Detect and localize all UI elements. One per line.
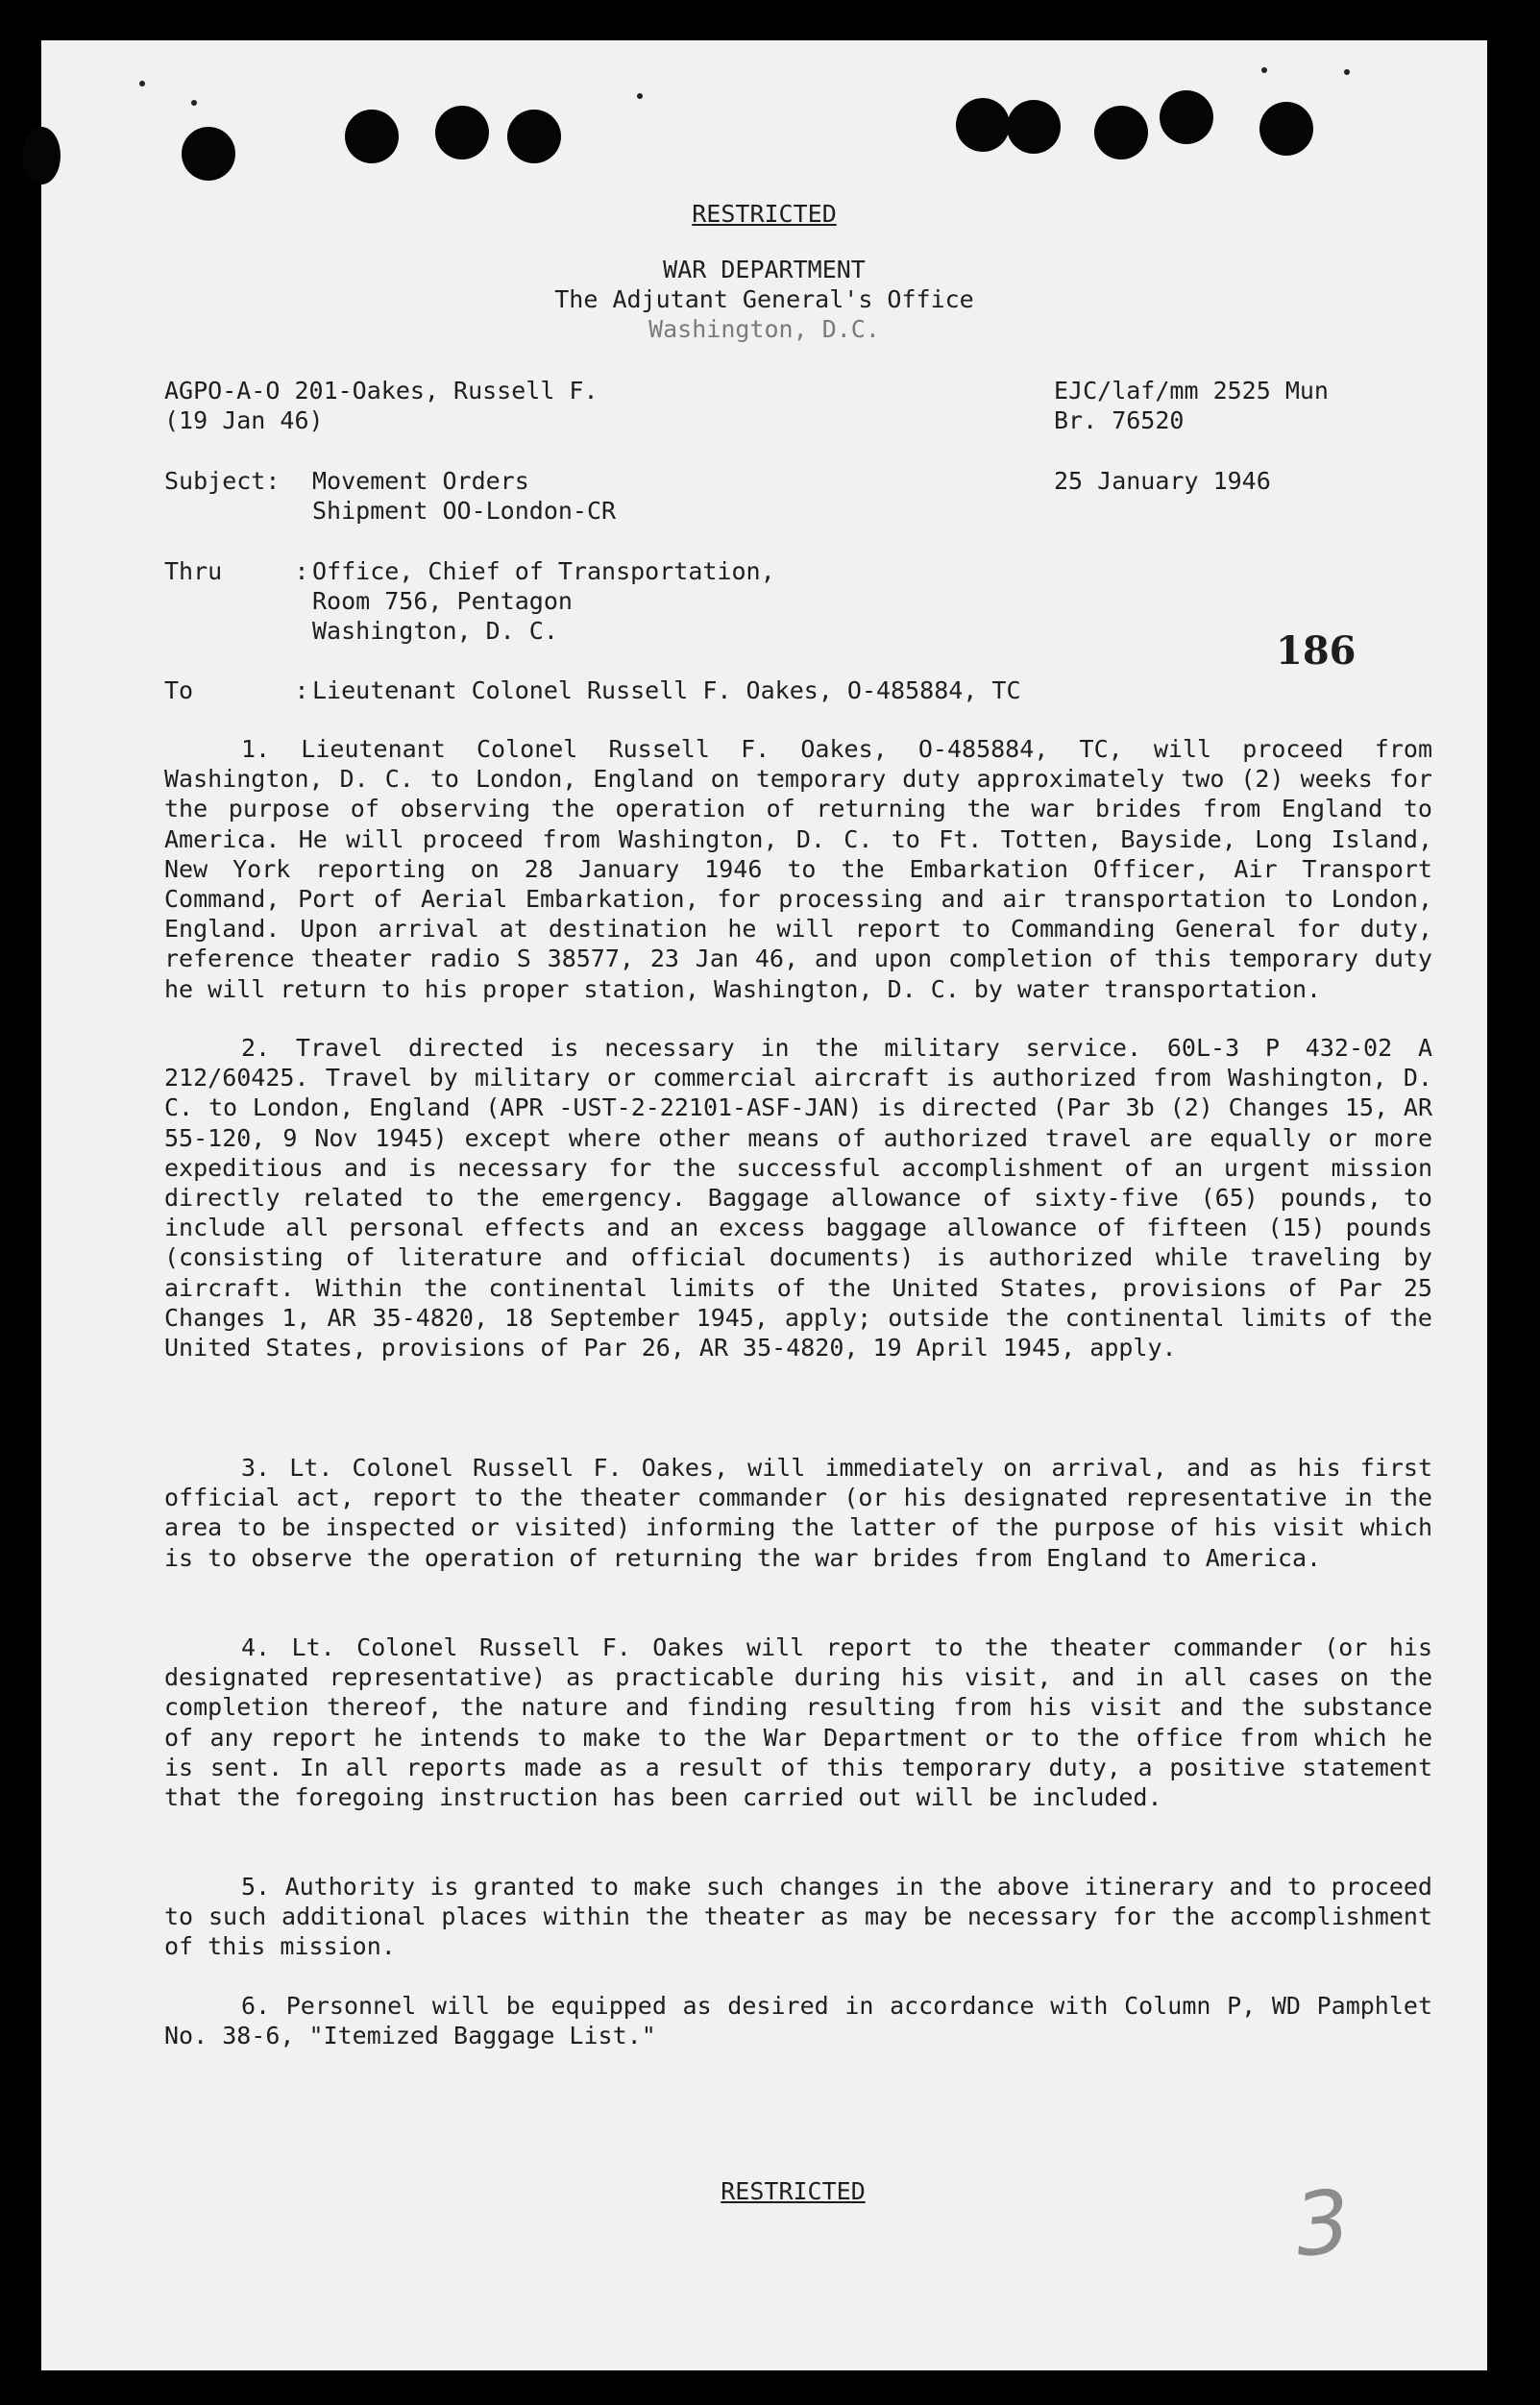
body-paragraph-1 — [164, 734, 1432, 1004]
punch-hole — [956, 98, 1010, 152]
classification-footer: RESTRICTED — [721, 2177, 866, 2205]
punch-hole — [345, 110, 399, 163]
paragraph-text: 6. Personnel will be equipped as desired in accordance with Column P, WD Pamphlet No. 38-6, "Itemized Baggage List." — [164, 1992, 1432, 2050]
office-location: Washington, D.C. — [648, 315, 880, 343]
thru-line-3: Washington, D. C. — [312, 617, 558, 645]
paragraph-text: 1. Lieutenant Colonel Russell F. Oakes, O-485884, TC, will proceed from Washington, D. C. to London, England on temporary duty approximately two (2) weeks for the purpose of observing the operation of returning the war brides from England to America. He will proceed from Washington, D. C. to Ft. Totten, Bayside, Long Island, New York reporting on 28 January 1946 to the Embarkation Officer, Air Transport Command, Port of Aerial Embarkation, for processing and air transportation to London, England. Upon arrival at destination he will report to Commanding General for duty, reference theater radio S 38577, 23 Jan 46, and upon completion of this temporary duty he will return to his proper station, Washington, D. C. by water transportation. — [164, 735, 1432, 1003]
body-paragraph-4 — [164, 1632, 1432, 1812]
subject-line-2: Shipment OO-London-CR — [312, 497, 617, 525]
punch-hole — [1007, 100, 1061, 154]
paragraph-text: 5. Authority is granted to make such changes in the above itinerary and to proceed to such additional places within the theater as may be necessary for the accomplishment of this mission. — [164, 1873, 1432, 1961]
to-label: To : — [164, 676, 309, 704]
speck — [191, 100, 197, 106]
subject-line-1: Movement Orders — [312, 467, 529, 495]
department-title: WAR DEPARTMENT — [663, 256, 866, 283]
punch-hole — [1259, 102, 1313, 156]
body-paragraph-5 — [164, 1872, 1432, 1962]
punch-hole — [22, 127, 61, 184]
handwritten-page-number: 3 — [1289, 2171, 1356, 2277]
stamp-number: 186 — [1276, 628, 1357, 674]
thru-line-2: Room 756, Pentagon — [312, 587, 573, 615]
punch-hole — [1094, 106, 1148, 160]
body-paragraph-6 — [164, 1991, 1432, 2050]
routing-code: EJC/laf/mm 2525 Mun — [1054, 377, 1329, 405]
document-date: 25 January 1946 — [1054, 467, 1271, 495]
paragraph-text: 2. Travel directed is necessary in the military service. 60L-3 P 432-02 A 212/60425. Travel by military or commercial aircraft is authorized from Washington, D. C. to London, England (APR -UST-2-22101-ASF-JAN) is directed (Par 3b (2) Changes 15, AR 55-120, 9 Nov 1945) except where other means of authorized travel are equally or more expeditious and is necessary for the successful accomplishment of an urgent mission directly related to the emergency. Baggage allowance of sixty-five (65) pounds, to include all personal effects and an excess baggage allowance of fifteen (15) pounds (consisting of literature and official documents) is authorized while traveling by aircraft. Within the continental limits of the United States, provisions of Par 25 Changes 1, AR 35-4820, 18 September 1945, apply; outside the continental limits of the United States, provisions of Par 26, AR 35-4820, 19 April 1945, apply. — [164, 1034, 1432, 1362]
punch-hole — [435, 106, 489, 160]
paragraph-text: 4. Lt. Colonel Russell F. Oakes will report to the theater commander (or his designated representative) as practicable during his visit, and in all cases on the completion thereof, the nature and finding resulting from his visit and the substance of any report he intends to make to the War Department or to the office from which he is sent. In all reports made as a result of this temporary duty, a positive statement that the foregoing instruction has been carried out will be included. — [164, 1633, 1432, 1812]
classification-header: RESTRICTED — [692, 200, 837, 228]
body-paragraph-3 — [164, 1453, 1432, 1573]
file-reference: AGPO-A-O 201-Oakes, Russell F. — [164, 377, 599, 405]
speck — [139, 81, 145, 86]
branch-code: Br. 76520 — [1054, 406, 1185, 434]
speck — [1344, 69, 1350, 75]
file-reference-date: (19 Jan 46) — [164, 406, 324, 434]
punch-hole — [1160, 90, 1213, 144]
office-title: The Adjutant General's Office — [554, 285, 974, 313]
thru-label: Thru : — [164, 557, 309, 585]
punch-hole — [182, 127, 235, 181]
document-page — [41, 40, 1487, 2370]
to-recipient: Lieutenant Colonel Russell F. Oakes, O-485884, TC — [312, 676, 1021, 704]
speck — [637, 93, 643, 99]
subject-label: Subject: — [164, 467, 281, 495]
body-paragraph-2 — [164, 1033, 1432, 1362]
paragraph-text: 3. Lt. Colonel Russell F. Oakes, will immediately on arrival, and as his first official act, report to the theater commander (or his designated representative in the area to be inspected or visited) informing the latter of the purpose of his visit which is to observe the operation of returning the war brides from England to America. — [164, 1454, 1432, 1572]
speck — [1261, 67, 1267, 73]
thru-line-1: Office, Chief of Transportation, — [312, 557, 775, 585]
punch-hole — [507, 110, 561, 163]
